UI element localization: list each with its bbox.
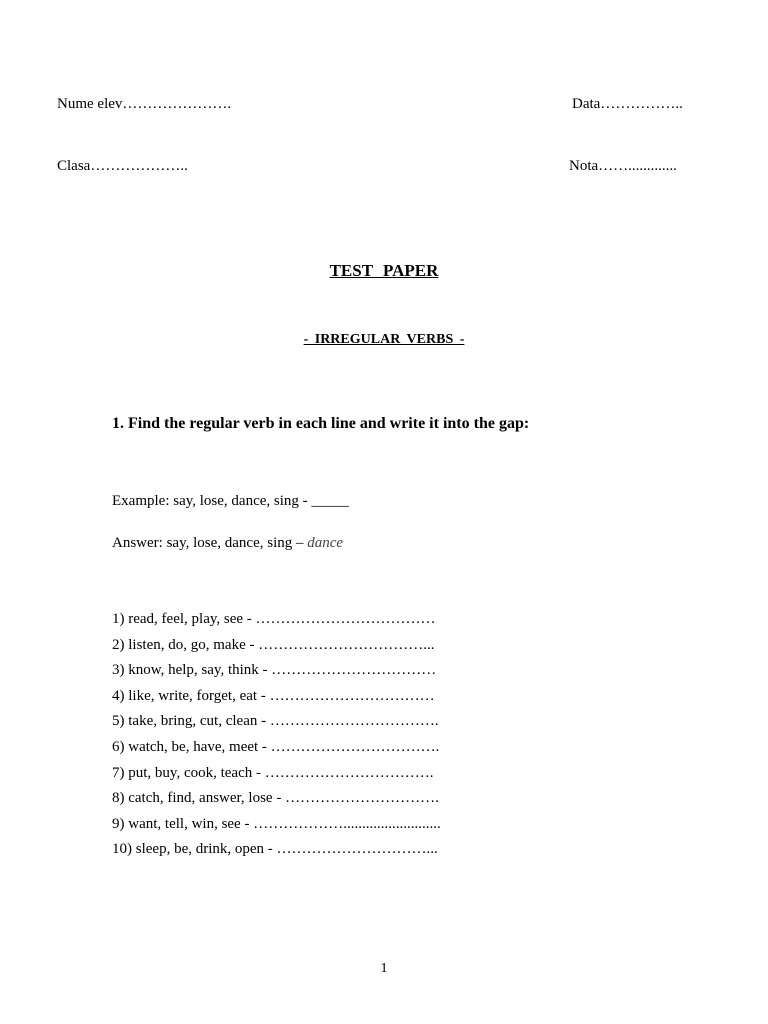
page-title: TEST PAPER: [329, 261, 439, 280]
exercise-items-list: [112, 609, 441, 865]
list-item: 10) sleep, be, drink, open - …………………………...: [112, 841, 438, 858]
student-name-field: Nume elev………………….: [57, 96, 232, 112]
class-field: Clasa………………..: [57, 158, 188, 174]
list-item: 6) watch, be, have, meet - …………………………….: [112, 738, 440, 755]
exercise-answer: [112, 535, 343, 552]
list-item: 1) read, feel, play, see - ………………………………: [112, 611, 436, 627]
answer-word: dance: [307, 535, 344, 551]
list-item: 9) want, tell, win, see - ………………..........................: [112, 815, 441, 832]
list-item: 5) take, bring, cut, clean - …………………………….: [112, 713, 439, 730]
page-subtitle: - IRREGULAR VERBS -: [303, 332, 465, 347]
date-field: Data……………..: [572, 96, 683, 112]
page-number: 1: [380, 961, 388, 976]
exercise-instruction: 1. Find the regular verb in each line and write it into the gap:: [112, 415, 530, 432]
grade-field: Nota…….............: [569, 158, 677, 174]
answer-prefix: Answer: say, lose, dance, sing –: [112, 535, 308, 551]
list-item: 4) like, write, forget, eat - ……………………………: [112, 687, 435, 704]
list-item: 3) know, help, say, think - ……………………………: [112, 662, 437, 679]
list-item: 2) listen, do, go, make - ……………………………...: [112, 636, 435, 653]
list-item: 8) catch, find, answer, lose - ………………………….: [112, 790, 439, 807]
list-item: 7) put, buy, cook, teach - …………………………….: [112, 764, 434, 781]
exercise-example: Example: say, lose, dance, sing - _____: [112, 493, 349, 509]
